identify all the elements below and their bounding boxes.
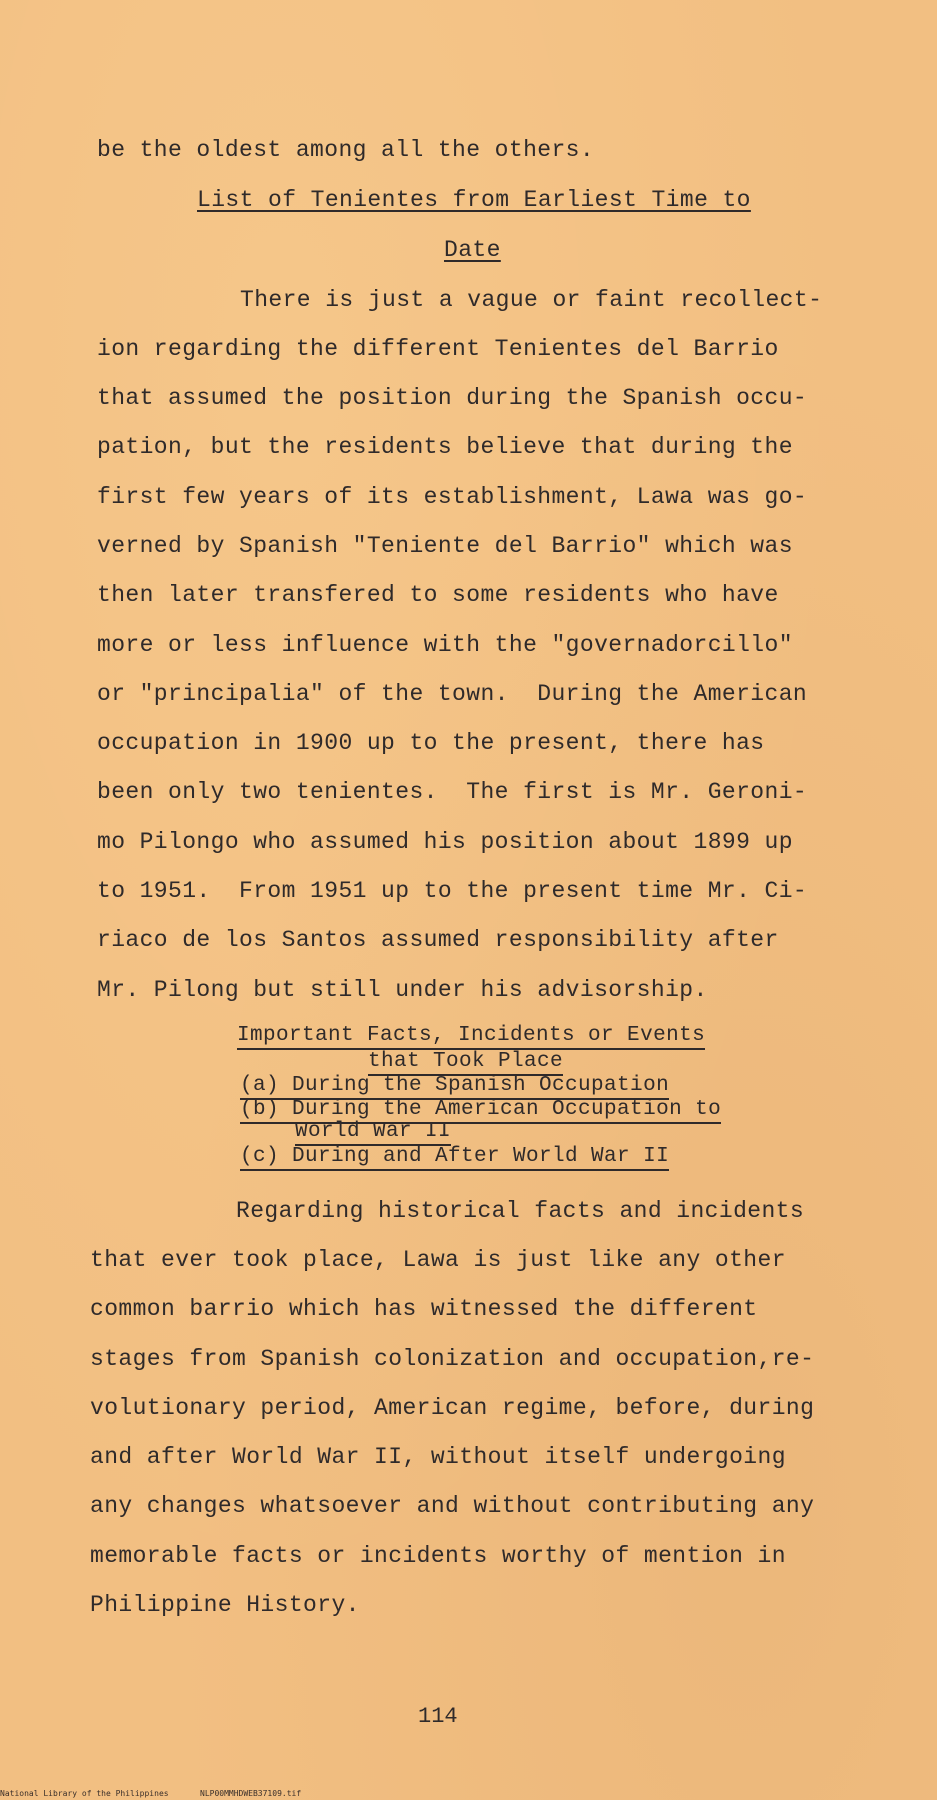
text-line: memorable facts or incidents worthy of mention in bbox=[90, 1543, 786, 1569]
footer-filename: NLP00MMHDWEB37109.tif bbox=[200, 1789, 302, 1798]
text-line: volutionary period, American regime, before, during bbox=[90, 1395, 815, 1421]
outline-text: (b) During the American Occupation to bbox=[240, 1098, 721, 1124]
text-line: There is just a vague or faint recollect- bbox=[240, 287, 823, 313]
outline-item-a bbox=[240, 1074, 669, 1098]
heading-text: Date bbox=[444, 237, 501, 263]
text-line: first few years of its establishment, Lawa was go- bbox=[97, 484, 808, 510]
outline-text: (c) During and After World War II bbox=[240, 1145, 669, 1171]
section-heading-cont bbox=[444, 236, 501, 264]
text-line: and after World War II, without itself undergoing bbox=[90, 1444, 786, 1470]
outline-item-b bbox=[240, 1098, 721, 1122]
subsection-title: that Took Place bbox=[368, 1050, 563, 1076]
subsection-heading bbox=[237, 1024, 705, 1048]
text-line: Regarding historical facts and incidents bbox=[236, 1198, 805, 1224]
text-line: mo Pilongo who assumed his position about 1899 up bbox=[97, 829, 793, 855]
heading-text: List of Tenientes from Earliest Time to bbox=[197, 187, 751, 213]
outline-text: World War II bbox=[295, 1120, 451, 1146]
text-line: occupation in 1900 up to the present, there has bbox=[97, 730, 765, 756]
subsection-title: Important Facts, Incidents or Events bbox=[237, 1024, 705, 1050]
subsection-heading-cont bbox=[368, 1050, 563, 1074]
footer-library: National Library of the Philippines bbox=[0, 1789, 169, 1798]
text-line: that ever took place, Lawa is just like any other bbox=[90, 1247, 786, 1273]
text-line: then later transfered to some residents who have bbox=[97, 582, 779, 608]
text-line: any changes whatsoever and without contributing any bbox=[90, 1493, 815, 1519]
page-number: 114 bbox=[418, 1704, 458, 1729]
outline-item-b-cont bbox=[295, 1120, 451, 1144]
text-line: stages from Spanish colonization and occupation,re- bbox=[90, 1346, 815, 1372]
text-line: been only two tenientes. The first is Mr. Geroni- bbox=[97, 779, 808, 805]
text-line: to 1951. From 1951 up to the present time Mr. Ci- bbox=[97, 878, 808, 904]
text-line: ion regarding the different Tenientes del Barrio bbox=[97, 336, 779, 362]
section-heading bbox=[197, 186, 751, 214]
text-line: common barrio which has witnessed the different bbox=[90, 1296, 758, 1322]
text-line: that assumed the position during the Spanish occu- bbox=[97, 385, 808, 411]
text-line: Mr. Pilong but still under his advisorship. bbox=[97, 977, 708, 1003]
text-line: verned by Spanish "Teniente del Barrio" which was bbox=[97, 533, 793, 559]
outline-text: (a) During the Spanish Occupation bbox=[240, 1074, 669, 1100]
text-line: more or less influence with the "governadorcillo" bbox=[97, 632, 793, 658]
text-line: riaco de los Santos assumed responsibility after bbox=[97, 927, 779, 953]
text-line: Philippine History. bbox=[90, 1592, 360, 1618]
outline-item-c bbox=[240, 1145, 669, 1169]
text-line: be the oldest among all the others. bbox=[97, 137, 595, 163]
text-line: pation, but the residents believe that during the bbox=[97, 434, 793, 460]
text-line: or "principalia" of the town. During the American bbox=[97, 681, 808, 707]
